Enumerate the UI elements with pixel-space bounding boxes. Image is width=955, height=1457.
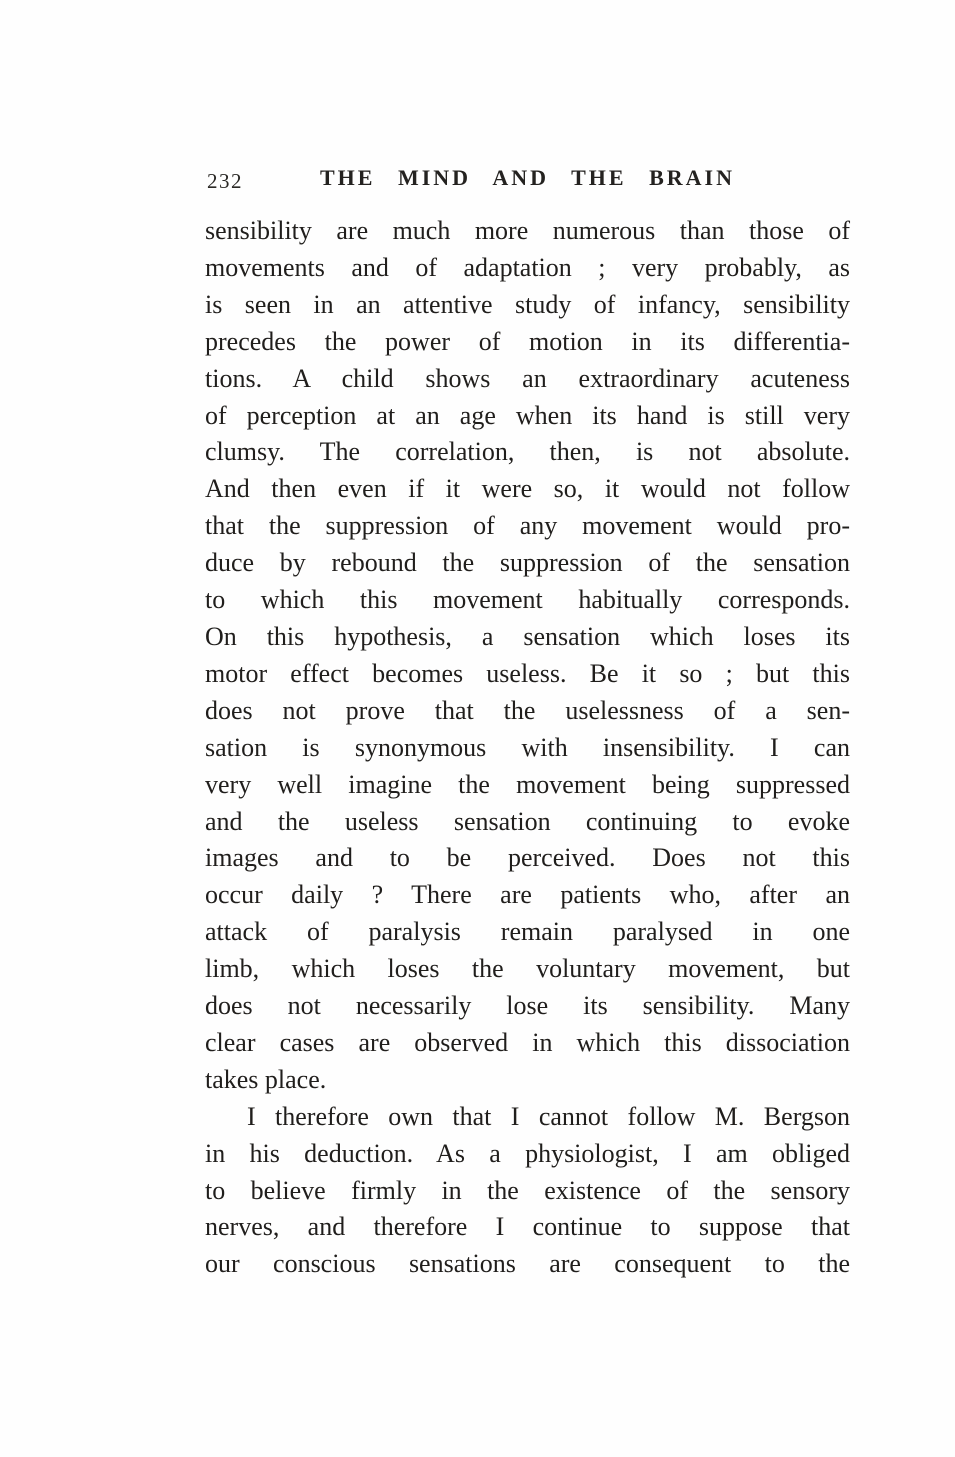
text-line: clumsy. The correlation, then, is not absolute. bbox=[205, 437, 850, 467]
text-line: does not prove that the uselessness of a sen- bbox=[205, 695, 850, 725]
text-line: And then even if it were so, it would not follow bbox=[205, 474, 850, 504]
text-line: sensibility are much more numerous than those of bbox=[205, 216, 850, 245]
text-line: and the useless sensation continuing to evoke bbox=[205, 806, 850, 836]
text-line: movements and of adaptation ; very probably, as bbox=[205, 252, 850, 282]
text-line: attack of paralysis remain paralysed in one bbox=[205, 917, 850, 947]
text-line: that the suppression of any movement would pro- bbox=[205, 511, 850, 541]
text-line: very well imagine the movement being suppressed bbox=[205, 769, 850, 799]
page-header bbox=[205, 163, 850, 195]
text-line: tions. A child shows an extraordinary acuteness bbox=[205, 363, 850, 393]
text-line: limb, which loses the voluntary movement, but bbox=[205, 954, 850, 984]
text-line: in his deduction. As a physiologist, I am obliged bbox=[205, 1138, 850, 1168]
page-number: 232 bbox=[207, 169, 243, 193]
text-line: our conscious sensations are consequent to the bbox=[205, 1249, 850, 1279]
text-line: duce by rebound the suppression of the sensation bbox=[205, 548, 850, 578]
text-line: of perception at an age when its hand is still very bbox=[205, 400, 850, 430]
text-line: clear cases are observed in which this dissociation bbox=[205, 1027, 850, 1057]
running-title: THE MIND AND THE BRAIN bbox=[320, 165, 735, 190]
text-line: On this hypothesis, a sensation which loses its bbox=[205, 621, 850, 651]
text-line: I therefore own that I cannot follow M. Bergson bbox=[247, 1101, 850, 1131]
text-line: is seen in an attentive study of infancy, sensibility bbox=[205, 289, 850, 319]
text-line: motor effect becomes useless. Be it so ; but this bbox=[205, 658, 850, 688]
text-line: to believe firmly in the existence of the sensory bbox=[205, 1175, 850, 1205]
text-line: images and to be perceived. Does not this bbox=[205, 843, 850, 873]
text-line: precedes the power of motion in its differentia- bbox=[205, 326, 850, 356]
page-content bbox=[205, 163, 850, 1283]
text-line: does not necessarily lose its sensibility. Many bbox=[205, 991, 850, 1021]
text-block bbox=[205, 213, 850, 1283]
text-line: nerves, and therefore I continue to suppose that bbox=[205, 1212, 850, 1242]
text-line: to which this movement habitually corresponds. bbox=[205, 585, 850, 615]
text-line: sation is synonymous with insensibility. I can bbox=[205, 732, 850, 762]
text-line: takes place. bbox=[205, 1064, 327, 1094]
text-line: occur daily ? There are patients who, after an bbox=[205, 880, 850, 910]
